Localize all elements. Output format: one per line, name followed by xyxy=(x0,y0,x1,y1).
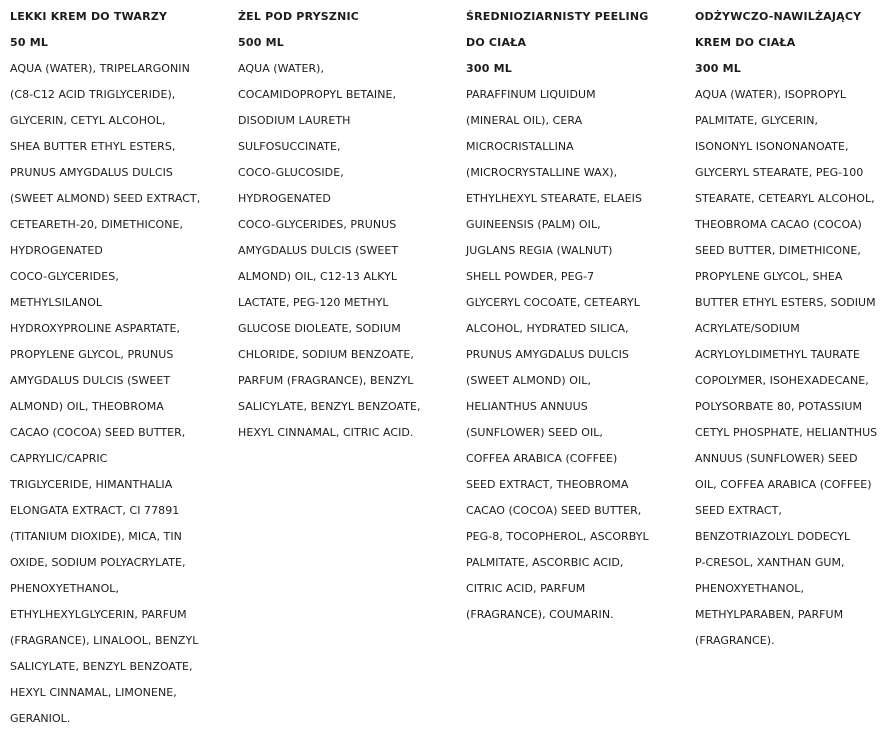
ingredients-column-shower-gel xyxy=(238,0,453,446)
ingredient-line: (FRAGRANCE), LINALOOL, BENZYL xyxy=(10,634,199,647)
ingredients-column-body-cream xyxy=(695,0,877,654)
ingredient-line: OIL, COFFEA ARABICA (COFFEE) xyxy=(695,478,872,491)
ingredient-line: AMYGDALUS DULCIS (SWEET xyxy=(238,244,399,257)
ingredient-line: ACRYLATE/SODIUM xyxy=(695,322,800,335)
product-heading xyxy=(466,0,684,82)
product-volume: 300 ML xyxy=(466,62,512,75)
ingredient-line: PRUNUS AMYGDALUS DULCIS xyxy=(466,348,629,361)
ingredient-line: CACAO (COCOA) SEED BUTTER, xyxy=(466,504,642,517)
ingredient-line: SEED EXTRACT, THEOBROMA xyxy=(466,478,629,491)
ingredient-line: SALICYLATE, BENZYL BENZOATE, xyxy=(238,400,421,413)
ingredient-line: AQUA (WATER), xyxy=(238,62,325,75)
ingredient-line: PRUNUS AMYGDALUS DULCIS xyxy=(10,166,173,179)
product-name-continued: KREM DO CIAŁA xyxy=(695,36,796,49)
product-heading xyxy=(10,0,225,56)
ingredient-line: HYDROGENATED xyxy=(10,244,103,257)
ingredient-line: PARFUM (FRAGRANCE), BENZYL xyxy=(238,374,414,387)
ingredient-line: ETHYLHEXYL STEARATE, ELAEIS xyxy=(466,192,642,205)
ingredient-line: GLYCERYL STEARATE, PEG-100 xyxy=(695,166,864,179)
ingredient-line: COCO-GLYCERIDES, PRUNUS xyxy=(238,218,397,231)
ingredient-line: GLYCERIN, CETYL ALCOHOL, xyxy=(10,114,166,127)
ingredient-line: JUGLANS REGIA (WALNUT) xyxy=(466,244,613,257)
ingredient-line: SALICYLATE, BENZYL BENZOATE, xyxy=(10,660,193,673)
ingredient-line: ELONGATA EXTRACT, CI 77891 xyxy=(10,504,180,517)
ingredient-line: DISODIUM LAURETH xyxy=(238,114,351,127)
ingredient-line: SEED BUTTER, DIMETHICONE, xyxy=(695,244,861,257)
ingredients-list xyxy=(466,82,684,628)
product-heading xyxy=(695,0,877,82)
ingredient-line: PHENOXYETHANOL, xyxy=(10,582,120,595)
ingredient-line: PARAFFINUM LIQUIDUM xyxy=(466,88,596,101)
ingredient-line: GERANIOL. xyxy=(10,712,71,725)
ingredient-line: OXIDE, SODIUM POLYACRYLATE, xyxy=(10,556,186,569)
ingredient-line: HEXYL CINNAMAL, LIMONENE, xyxy=(10,686,177,699)
ingredient-line: HELIANTHUS ANNUUS xyxy=(466,400,588,413)
ingredient-line: COCAMIDOPROPYL BETAINE, xyxy=(238,88,397,101)
ingredient-line: (TITANIUM DIOXIDE), MICA, TIN xyxy=(10,530,182,543)
ingredient-line: ALCOHOL, HYDRATED SILICA, xyxy=(466,322,629,335)
ingredient-line: ALMOND) OIL, THEOBROMA xyxy=(10,400,164,413)
ingredient-line: METHYLPARABEN, PARFUM xyxy=(695,608,844,621)
ingredient-line: (SWEET ALMOND) OIL, xyxy=(466,374,592,387)
ingredient-line: CACAO (COCOA) SEED BUTTER, xyxy=(10,426,186,439)
ingredients-list xyxy=(238,56,453,446)
ingredient-line: (MINERAL OIL), CERA xyxy=(466,114,583,127)
product-name: ODŻYWCZO-NAWILŻAJĄCY xyxy=(695,10,862,23)
product-name-continued: DO CIAŁA xyxy=(466,36,527,49)
ingredient-line: THEOBROMA CACAO (COCOA) xyxy=(695,218,862,231)
ingredient-line: HYDROGENATED xyxy=(238,192,331,205)
ingredient-line: COFFEA ARABICA (COFFEE) xyxy=(466,452,618,465)
ingredient-line: ACRYLOYLDIMETHYL TAURATE xyxy=(695,348,860,361)
ingredients-column-body-peeling xyxy=(466,0,684,628)
ingredient-line: LACTATE, PEG-120 METHYL xyxy=(238,296,389,309)
product-volume: 50 ML xyxy=(10,36,49,49)
ingredient-line: AQUA (WATER), TRIPELARGONIN xyxy=(10,62,190,75)
ingredients-list xyxy=(695,82,877,654)
ingredient-line: (SUNFLOWER) SEED OIL, xyxy=(466,426,603,439)
ingredient-line: SULFOSUCCINATE, xyxy=(238,140,341,153)
ingredient-line: COPOLYMER, ISOHEXADECANE, xyxy=(695,374,869,387)
ingredient-line: PHENOXYETHANOL, xyxy=(695,582,805,595)
ingredient-line: PEG-8, TOCOPHEROL, ASCORBYL xyxy=(466,530,649,543)
ingredient-line: CAPRYLIC/CAPRIC xyxy=(10,452,108,465)
ingredient-line: (SWEET ALMOND) SEED EXTRACT, xyxy=(10,192,201,205)
ingredient-line: ANNUUS (SUNFLOWER) SEED xyxy=(695,452,858,465)
ingredient-line: PALMITATE, ASCORBIC ACID, xyxy=(466,556,624,569)
ingredient-line: (FRAGRANCE). xyxy=(695,634,775,647)
ingredient-line: (C8-C12 ACID TRIGLYCERIDE), xyxy=(10,88,176,101)
ingredient-line: HYDROXYPROLINE ASPARTATE, xyxy=(10,322,181,335)
ingredient-line: (MICROCRYSTALLINE WAX), xyxy=(466,166,618,179)
product-volume: 300 ML xyxy=(695,62,741,75)
ingredient-line: HEXYL CINNAMAL, CITRIC ACID. xyxy=(238,426,414,439)
ingredient-line: METHYLSILANOL xyxy=(10,296,103,309)
ingredient-line: SEED EXTRACT, xyxy=(695,504,782,517)
ingredient-line: ISONONYL ISONONANOATE, xyxy=(695,140,849,153)
ingredient-line: BENZOTRIAZOLYL DODECYL xyxy=(695,530,851,543)
ingredient-line: COCO-GLYCERIDES, xyxy=(10,270,119,283)
ingredient-line: ALMOND) OIL, C12-13 ALKYL xyxy=(238,270,398,283)
ingredient-line: CITRIC ACID, PARFUM xyxy=(466,582,586,595)
ingredient-line: PROPYLENE GLYCOL, PRUNUS xyxy=(10,348,174,361)
ingredient-line: CHLORIDE, SODIUM BENZOATE, xyxy=(238,348,414,361)
ingredient-line: ETHYLHEXYLGLYCERIN, PARFUM xyxy=(10,608,187,621)
ingredient-line: SHEA BUTTER ETHYL ESTERS, xyxy=(10,140,176,153)
ingredient-line: GLYCERYL COCOATE, CETEARYL xyxy=(466,296,640,309)
ingredient-line: (FRAGRANCE), COUMARIN. xyxy=(466,608,614,621)
ingredient-line: BUTTER ETHYL ESTERS, SODIUM xyxy=(695,296,876,309)
ingredients-column-face-cream xyxy=(10,0,225,732)
ingredient-line: GUINEENSIS (PALM) OIL, xyxy=(466,218,601,231)
ingredient-line: PROPYLENE GLYCOL, SHEA xyxy=(695,270,843,283)
product-heading xyxy=(238,0,453,56)
product-name: ŚREDNIOZIARNISTY PEELING xyxy=(466,10,649,23)
ingredient-line: SHELL POWDER, PEG-7 xyxy=(466,270,595,283)
ingredient-line: AQUA (WATER), ISOPROPYL xyxy=(695,88,847,101)
ingredient-line: STEARATE, CETEARYL ALCOHOL, xyxy=(695,192,875,205)
ingredients-list xyxy=(10,56,225,732)
ingredient-line: MICROCRISTALLINA xyxy=(466,140,574,153)
ingredient-line: GLUCOSE DIOLEATE, SODIUM xyxy=(238,322,401,335)
product-name: ŻEL POD PRYSZNIC xyxy=(238,10,360,23)
ingredient-line: PALMITATE, GLYCERIN, xyxy=(695,114,819,127)
ingredient-line: CETEARETH-20, DIMETHICONE, xyxy=(10,218,184,231)
ingredient-line: POLYSORBATE 80, POTASSIUM xyxy=(695,400,863,413)
ingredient-line: CETYL PHOSPHATE, HELIANTHUS xyxy=(695,426,878,439)
product-volume: 500 ML xyxy=(238,36,284,49)
ingredient-line: AMYGDALUS DULCIS (SWEET xyxy=(10,374,171,387)
ingredient-line: TRIGLYCERIDE, HIMANTHALIA xyxy=(10,478,173,491)
ingredient-line: COCO-GLUCOSIDE, xyxy=(238,166,344,179)
ingredient-line: P-CRESOL, XANTHAN GUM, xyxy=(695,556,845,569)
product-name: LEKKI KREM DO TWARZY xyxy=(10,10,168,23)
